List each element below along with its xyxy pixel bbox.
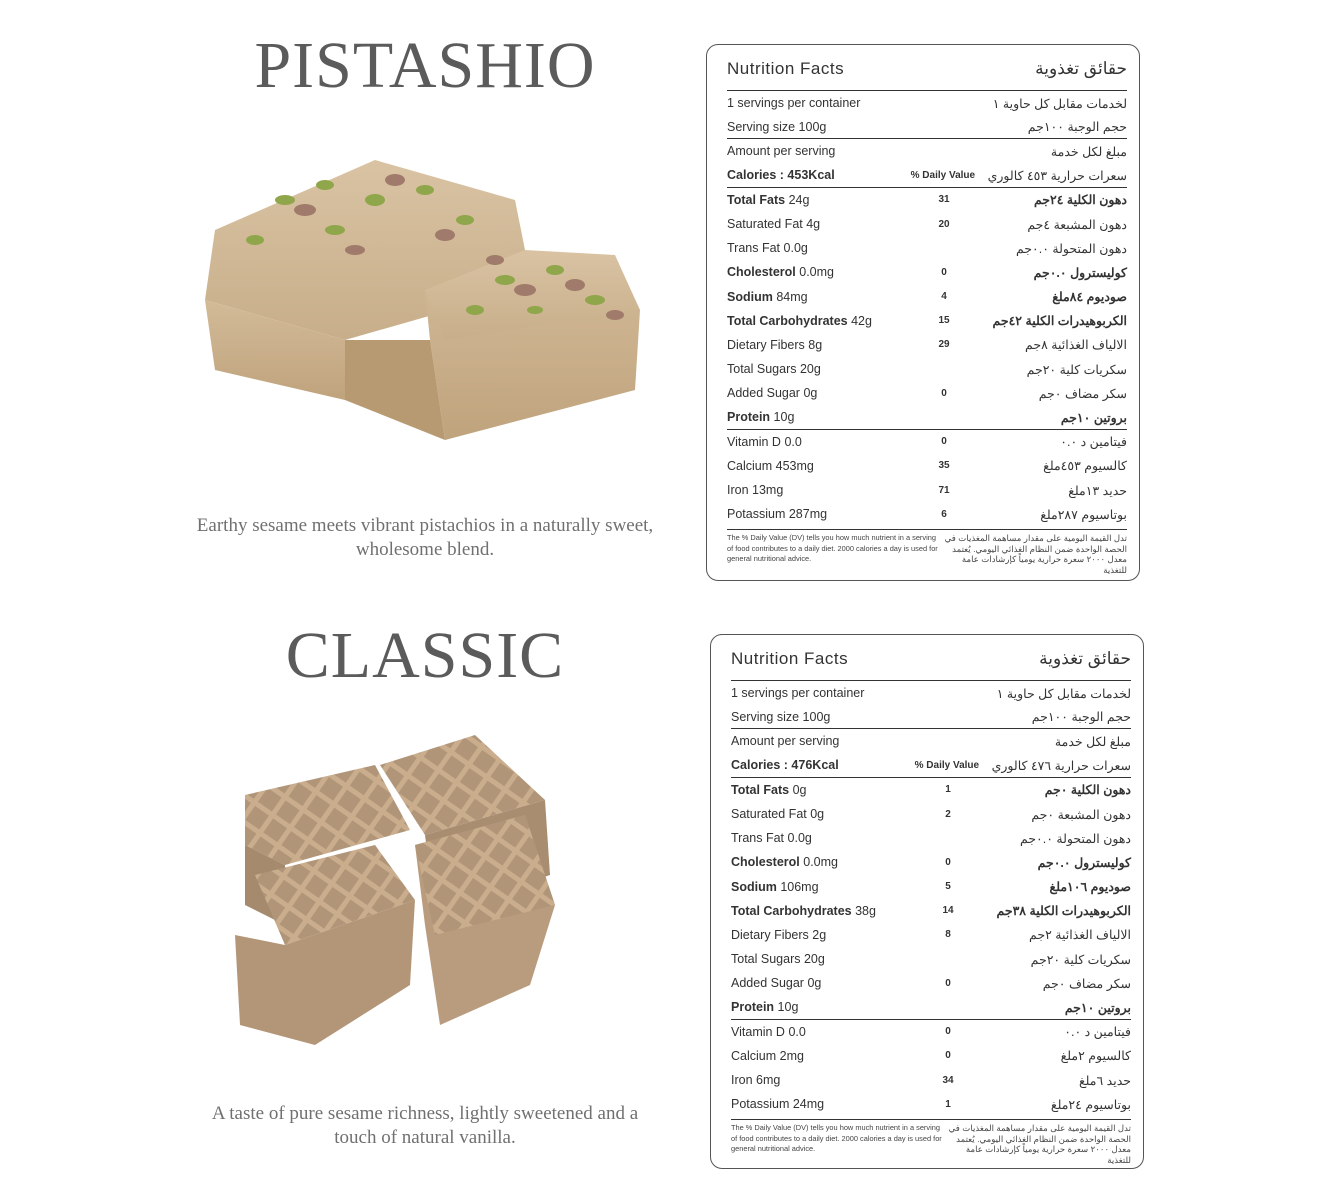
nutrient-row: [731, 1092, 1131, 1116]
nutrient-amount: 0.0g: [787, 831, 812, 846]
nutrient-label-en: [731, 1049, 903, 1063]
nutrient-daily-value: 2: [945, 808, 951, 820]
nutrient-daily-value: 0: [945, 856, 951, 868]
nutrient-row: [727, 188, 1127, 212]
nutrient-label-ar: دهون الكلية ٠جم: [1044, 783, 1131, 798]
nutrient-label-en: [727, 362, 899, 376]
nutrient-label-ar: الكربوهيدرات الكلية ٣٨جم: [996, 904, 1131, 919]
nutrient-row: [727, 478, 1127, 502]
servings-en: 1 servings per container: [731, 686, 865, 701]
daily-value-footnote: [727, 529, 1127, 575]
nutrient-daily-value: 1: [945, 784, 951, 796]
nutrient-name: Sodium: [731, 879, 777, 894]
nutrient-label-en: [727, 338, 899, 352]
daily-value-header: % Daily Value: [914, 759, 980, 771]
amount-ar: مبلغ لكل خدمة: [1050, 144, 1127, 159]
nutrient-label-ar: دهون المشبعة ٠جم: [1031, 807, 1131, 822]
nutrition-facts-header: [731, 649, 1131, 681]
nutrient-name: Total Fats: [727, 192, 786, 207]
product-title: PISTASHIO: [254, 29, 596, 102]
nutrient-amount: 24g: [788, 192, 810, 207]
nutrient-name: Protein: [727, 410, 771, 425]
nutrient-label-ar: كوليسترول ٠.٠جم: [1037, 855, 1131, 870]
nutrient-label-ar: بوتاسيوم ٢٨٧ملغ: [1040, 507, 1127, 522]
nutrient-amount: 0.0mg: [799, 265, 834, 280]
nutrition-facts-title-ar: حقائق تغذوية: [1039, 649, 1131, 668]
daily-value-footnote: [731, 1119, 1131, 1165]
nutrient-amount: 6mg: [756, 1073, 781, 1088]
nutrient-daily-value: 14: [942, 905, 954, 917]
nutrient-row: [731, 826, 1131, 850]
nutrient-amount: 0.0g: [783, 241, 808, 256]
nutrient-name: Trans Fat: [727, 241, 781, 256]
nutrient-label-en: [731, 1073, 903, 1087]
nutrient-amount: 287mg: [788, 507, 828, 522]
amount-ar: مبلغ لكل خدمة: [1054, 734, 1131, 749]
nutrient-row: [731, 1044, 1131, 1068]
nutrition-facts-panel: [710, 634, 1144, 1169]
nutrient-row: [727, 357, 1127, 381]
pistachio-halva-image: [195, 140, 655, 480]
nutrient-row: [731, 778, 1131, 802]
nutrient-amount: 2mg: [779, 1048, 804, 1063]
nutrient-label-ar: دهون المتحولة ٠.٠جم: [1019, 831, 1131, 846]
nutrient-daily-value: 0: [945, 1050, 951, 1062]
nutrient-label-ar: بروتين ١٠جم: [1060, 410, 1127, 425]
nutrient-row: [731, 899, 1131, 923]
nutrient-name: Iron: [731, 1073, 753, 1088]
nutrient-name: Total Fats: [731, 782, 790, 797]
nutrient-name: Total Carbohydrates: [727, 313, 848, 328]
nutrient-label-en: [731, 1025, 903, 1039]
nutrient-amount: 0g: [807, 976, 822, 991]
nutrient-name: Saturated Fat: [731, 807, 807, 822]
serving-size-row: [731, 705, 1131, 729]
nutrient-label-en: [731, 807, 903, 821]
nutrient-row: [727, 309, 1127, 333]
nutrient-amount: 20g: [803, 952, 825, 967]
nutrient-name: Dietary Fibers: [731, 927, 809, 942]
nutrient-row: [731, 923, 1131, 947]
nutrient-name: Cholesterol: [731, 855, 800, 870]
nutrient-daily-value: 1: [945, 1098, 951, 1110]
nutrient-amount: 84mg: [776, 289, 808, 304]
nutrient-name: Cholesterol: [727, 265, 796, 280]
nutrient-name: Saturated Fat: [727, 217, 803, 232]
nutrient-amount: 4g: [806, 217, 821, 232]
nutrient-label-ar: دهون الكلية ٢٤جم: [1033, 193, 1127, 208]
nutrient-label-ar: كوليسترول ٠.٠جم: [1033, 265, 1127, 280]
nutrient-amount: 0g: [803, 386, 818, 401]
nutrient-amount: 38g: [855, 903, 876, 918]
nutrient-label-ar: حديد ٦ملغ: [1078, 1073, 1131, 1088]
product-title: CLASSIC: [285, 619, 565, 692]
nutrient-daily-value: 0: [941, 266, 947, 278]
nutrient-name: Added Sugar: [727, 386, 800, 401]
amount-per-serving-row: [731, 729, 1131, 753]
nutrient-row: [731, 971, 1131, 995]
nutrient-label-en: [731, 1097, 903, 1111]
calories-ar: سعرات حرارية ٤٧٦ كالوري: [991, 758, 1131, 773]
nutrient-amount: 24mg: [792, 1097, 825, 1112]
nutrient-label-ar: صوديوم ٨٤ملغ: [1052, 290, 1127, 305]
nutrient-row: [731, 1068, 1131, 1092]
calories-row: [731, 754, 1131, 778]
nutrient-daily-value: 0: [941, 387, 947, 399]
nutrient-amount: 10g: [773, 410, 795, 425]
nutrient-amount: 42g: [851, 313, 872, 328]
nutrient-row: [727, 430, 1127, 454]
nutrient-label-en: [727, 217, 899, 231]
nutrient-label-en: [731, 880, 903, 894]
nutrient-label-en: [731, 1000, 903, 1014]
nutrient-name: Dietary Fibers: [727, 337, 805, 352]
nutrient-amount: 20g: [799, 362, 821, 377]
calories-ar: سعرات حرارية ٤٥٣ كالوري: [987, 168, 1127, 183]
nutrient-name: Potassium: [727, 507, 786, 522]
nutrient-label-en: [727, 314, 899, 328]
amount-en: Amount per serving: [731, 734, 840, 749]
nutrient-daily-value: 5: [945, 881, 951, 893]
nutrient-row: [731, 875, 1131, 899]
nutrient-row: [727, 454, 1127, 478]
nutrient-label-en: [727, 241, 899, 255]
nutrient-label-en: [727, 193, 899, 207]
nutrient-row: [727, 381, 1127, 405]
nutrient-name: Iron: [727, 483, 749, 498]
nutrient-daily-value: 29: [938, 339, 950, 351]
nutrient-label-en: [727, 410, 899, 424]
nutrition-facts-title-ar: حقائق تغذوية: [1035, 59, 1127, 78]
nutrient-label-ar: صوديوم ١٠٦ملغ: [1049, 880, 1131, 895]
serving-size-ar: حجم الوجبة ١٠٠جم: [1031, 710, 1131, 725]
nutrient-label-en: [727, 386, 899, 400]
servings-ar: لخدمات مقابل كل حاوية ١: [992, 96, 1127, 111]
nutrient-row: [727, 285, 1127, 309]
nutrient-amount: 0.0mg: [803, 855, 838, 870]
nutrient-label-en: [727, 290, 899, 304]
nutrient-row: [731, 947, 1131, 971]
nutrient-rows: [727, 188, 1127, 527]
servings-row: [727, 91, 1127, 115]
nutrient-label-ar: بروتين ١٠جم: [1064, 1000, 1131, 1015]
nutrient-row: [731, 850, 1131, 874]
nutrient-amount: 13mg: [752, 483, 784, 498]
nutrient-label-en: [731, 831, 903, 845]
nutrient-label-ar: بوتاسيوم ٢٤ملغ: [1050, 1097, 1131, 1112]
nutrient-daily-value: 0: [941, 436, 947, 448]
servings-en: 1 servings per container: [727, 96, 861, 111]
nutrient-label-ar: فيتامين د ٠.٠: [1060, 435, 1127, 450]
nutrient-name: Potassium: [731, 1097, 790, 1112]
nutrient-row: [727, 260, 1127, 284]
nutrient-label-ar: سكر مضاف ٠جم: [1042, 976, 1131, 991]
product-section-pistashio: [0, 0, 1333, 590]
nutrient-label-ar: كالسيوم ٢ملغ: [1060, 1049, 1131, 1064]
serving-size-ar: حجم الوجبة ١٠٠جم: [1027, 120, 1127, 135]
nutrient-label-en: [727, 507, 899, 521]
nutrient-name: Vitamin D: [727, 434, 781, 449]
nutrition-facts-header: [727, 59, 1127, 91]
nutrient-label-en: [731, 976, 903, 990]
serving-size-en: Serving size 100g: [731, 709, 831, 724]
footnote-ar: تدل القيمة اليومية على مقدار مساهمة المغذيات في الحصة الواحدة ضمن النظام الغذائي اليومي. يُعتمد معدل ٢٠٠٠ سعرة حرارية يومياً كإرشادات عامة للتغذية: [944, 533, 1127, 575]
footnote-en: The % Daily Value (DV) tells you how much nutrient in a serving of food contributes to a daily diet. 2000 calories a day is used for general nutritional advice.: [731, 1123, 942, 1154]
nutrient-label-en: [727, 265, 899, 279]
nutrient-daily-value: 71: [938, 484, 950, 496]
nutrient-amount: 0g: [810, 807, 825, 822]
nutrient-label-ar: حديد ١٣ملغ: [1068, 483, 1127, 498]
nutrient-row: [731, 802, 1131, 826]
classic-halva-image: [225, 725, 555, 1055]
nutrient-daily-value: 0: [945, 977, 951, 989]
nutrient-daily-value: 15: [938, 315, 950, 327]
nutrient-name: Sodium: [727, 289, 773, 304]
nutrient-name: Total Sugars: [727, 362, 797, 377]
nutrient-row: [727, 236, 1127, 260]
nutrient-daily-value: 4: [941, 291, 947, 303]
amount-per-serving-row: [727, 139, 1127, 163]
nutrient-row: [727, 212, 1127, 236]
nutrient-amount: 10g: [777, 1000, 799, 1015]
footnote-ar: تدل القيمة اليومية على مقدار مساهمة المغذيات في الحصة الواحدة ضمن النظام الغذائي اليومي. يُعتمد معدل ٢٠٠٠ سعرة حرارية يومياً كإرشادات عامة للتغذية: [948, 1123, 1131, 1165]
nutrient-label-en: [731, 904, 903, 918]
serving-size-en: Serving size 100g: [727, 119, 827, 134]
nutrient-amount: 106mg: [780, 879, 819, 894]
product-section-classic: [0, 590, 1333, 1180]
nutrient-label-en: [731, 783, 903, 797]
nutrient-label-en: [731, 952, 903, 966]
nutrient-daily-value: 35: [938, 460, 950, 472]
nutrient-row: [727, 405, 1127, 429]
nutrition-facts-panel: [706, 44, 1140, 581]
nutrient-amount: 453mg: [775, 458, 814, 473]
servings-ar: لخدمات مقابل كل حاوية ١: [996, 686, 1131, 701]
amount-en: Amount per serving: [727, 144, 836, 159]
nutrient-name: Total Sugars: [731, 952, 801, 967]
nutrient-daily-value: 31: [938, 194, 950, 206]
nutrient-name: Added Sugar: [731, 976, 804, 991]
nutrient-row: [727, 333, 1127, 357]
nutrient-rows: [731, 778, 1131, 1117]
nutrient-label-ar: سكريات كلية ٢٠جم: [1026, 362, 1127, 377]
nutrient-daily-value: 34: [942, 1074, 954, 1086]
nutrient-name: Protein: [731, 1000, 775, 1015]
nutrient-name: Trans Fat: [731, 831, 785, 846]
nutrient-daily-value: 6: [941, 508, 947, 520]
nutrient-label-en: [727, 459, 899, 473]
nutrient-daily-value: 8: [945, 929, 951, 941]
nutrient-label-ar: الكربوهيدرات الكلية ٤٢جم: [992, 314, 1127, 329]
nutrient-label-ar: سكر مضاف ٠جم: [1038, 386, 1127, 401]
daily-value-header: % Daily Value: [910, 169, 976, 181]
nutrient-label-ar: فيتامين د ٠.٠: [1064, 1025, 1131, 1040]
calories-en: Calories : 476Kcal: [731, 758, 839, 773]
nutrient-amount: 0.0: [784, 434, 802, 449]
nutrient-row: [731, 995, 1131, 1019]
nutrient-row: [727, 502, 1127, 526]
product-description: A taste of pure sesame richness, lightly sweetened and a touch of natural vanilla.: [211, 1103, 639, 1148]
nutrient-label-ar: سكريات كلية ٢٠جم: [1030, 952, 1131, 967]
nutrient-name: Calcium: [727, 458, 773, 473]
nutrient-amount: 0.0: [788, 1024, 806, 1039]
nutrient-label-en: [731, 928, 903, 942]
nutrient-amount: 2g: [812, 927, 827, 942]
nutrient-amount: 8g: [808, 337, 823, 352]
nutrient-daily-value: 20: [938, 218, 950, 230]
calories-row: [727, 164, 1127, 188]
nutrient-label-en: [731, 855, 903, 869]
nutrient-label-en: [727, 483, 899, 497]
nutrient-label-ar: كالسيوم ٤٥٣ملغ: [1043, 459, 1127, 474]
nutrient-name: Calcium: [731, 1048, 777, 1063]
nutrition-facts-title-en: Nutrition Facts: [731, 649, 849, 668]
nutrient-label-ar: الالياف الغذائية ٨جم: [1025, 338, 1127, 353]
calories-en: Calories : 453Kcal: [727, 168, 835, 183]
servings-row: [731, 681, 1131, 705]
product-description: Earthy sesame meets vibrant pistachios in a naturally sweet, wholesome blend.: [196, 515, 654, 560]
nutrient-name: Total Carbohydrates: [731, 903, 852, 918]
nutrient-label-ar: دهون المتحولة ٠.٠جم: [1015, 241, 1127, 256]
nutrient-amount: 0g: [792, 782, 807, 797]
footnote-en: The % Daily Value (DV) tells you how much nutrient in a serving of food contributes to a daily diet. 2000 calories a day is used for general nutritional advice.: [727, 533, 938, 564]
nutrient-daily-value: 0: [945, 1026, 951, 1038]
serving-size-row: [727, 115, 1127, 139]
nutrient-label-en: [727, 435, 899, 449]
nutrient-label-ar: دهون المشبعة ٤جم: [1027, 217, 1127, 232]
nutrition-facts-title-en: Nutrition Facts: [727, 59, 845, 78]
nutrient-label-ar: الالياف الغذائية ٢جم: [1029, 928, 1131, 943]
nutrient-row: [731, 1020, 1131, 1044]
nutrient-name: Vitamin D: [731, 1024, 785, 1039]
